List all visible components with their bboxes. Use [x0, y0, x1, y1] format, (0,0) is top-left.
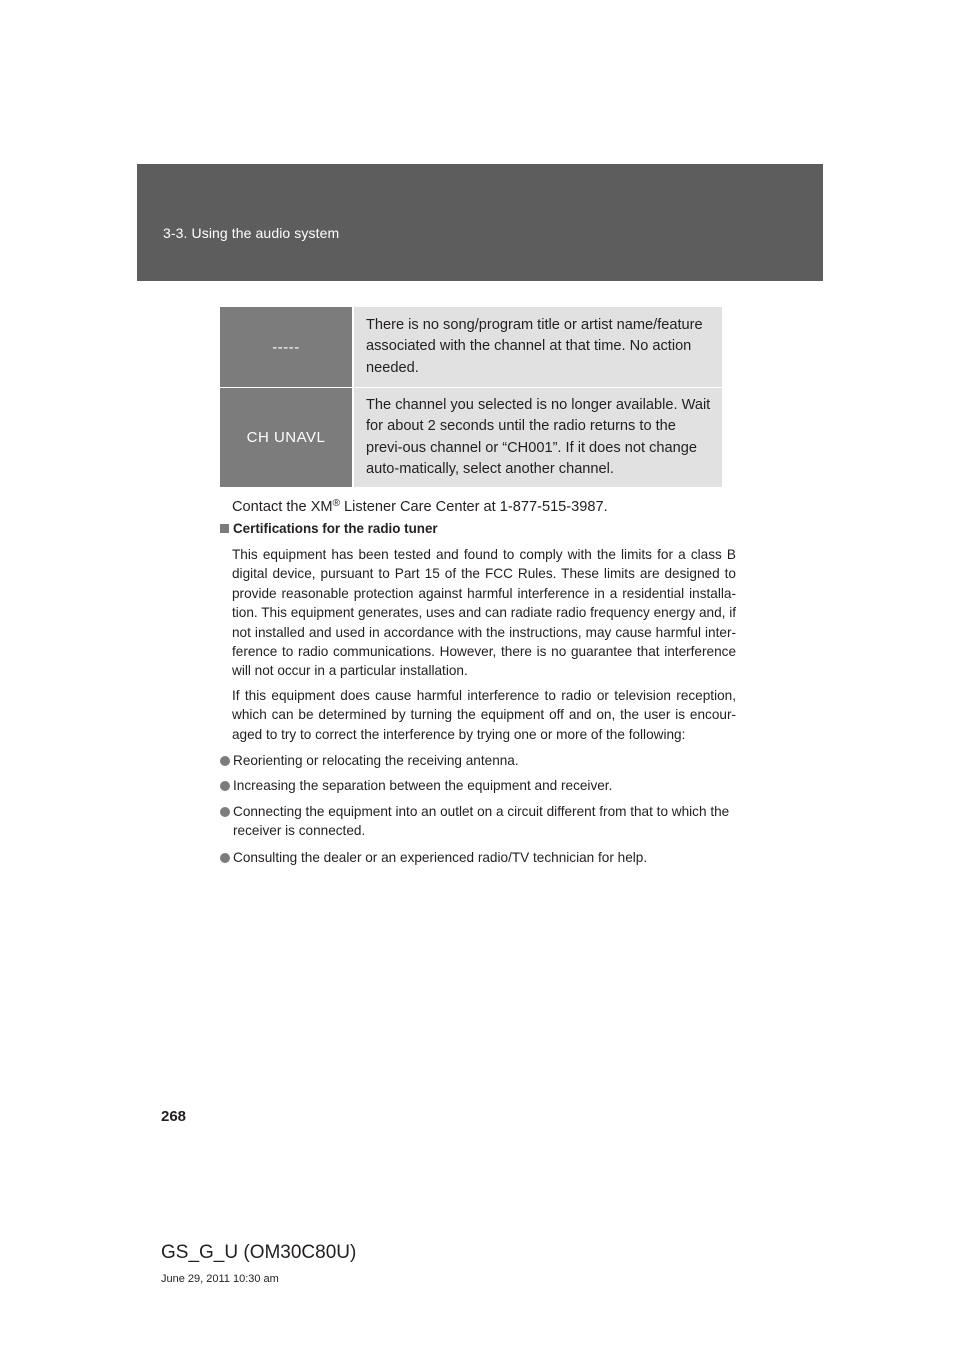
- list-item: [220, 776, 740, 795]
- document-date: June 29, 2011 10:30 am: [161, 1273, 279, 1285]
- list-item-text: Reorienting or relocating the receiving antenna.: [233, 753, 519, 768]
- document-code: GS_G_U (OM30C80U): [161, 1242, 357, 1263]
- round-bullet-icon: [220, 853, 230, 863]
- round-bullet-icon: [220, 781, 230, 791]
- list-item-text: Connecting the equipment into an outlet on a circuit different from that to which the receiver is connected.: [233, 804, 730, 839]
- paragraph-fcc-compliance: This equipment has been tested and found to comply with the limits for a class B digital device, pursuant to Part 15 of the FCC Rules. These limits are designed to provide reasonable protection against harmful interference in a residential installa-tion. This equipment generates, uses and can radiate radio frequency energy and, if not installed and used in accordance with the instructions, may cause harmful inter-ference to radio communications. However, there is no guarantee that interference will not occur in a particular installation.: [232, 547, 736, 679]
- list-item-text: Increasing the separation between the equipment and receiver.: [233, 778, 613, 793]
- table-row: [220, 388, 722, 488]
- contact-line: [232, 494, 736, 517]
- message-description: There is no song/program title or artist name/feature associated with the channel at that time. No action needed.: [353, 307, 722, 388]
- message-description: The channel you selected is no longer available. Wait for about 2 seconds until the radio returns to the previ-ous channel or “CH001”. If it does not change auto-matically, select another channel.: [353, 388, 722, 488]
- subheading-text: Certifications for the radio tuner: [233, 521, 438, 536]
- message-code: CH UNAVL: [220, 388, 353, 488]
- round-bullet-icon: [220, 756, 230, 766]
- section-subheading: [220, 521, 438, 536]
- table-row: [220, 307, 722, 388]
- list-item-text: Consulting the dealer or an experienced radio/TV technician for help.: [233, 850, 648, 865]
- page-number: 268: [161, 1108, 187, 1125]
- messages-table: [220, 307, 722, 487]
- contact-text-after: Listener Care Center at 1-877-515-3987.: [339, 499, 608, 515]
- paragraph-interference: If this equipment does cause harmful interference to radio or television reception, which can be determined by turning the equipment off and on, the user is encour-aged to try to correct the interference by trying one or more of the following:: [232, 688, 736, 742]
- list-item: [220, 751, 740, 770]
- list-item: [220, 802, 740, 841]
- header-band: [137, 164, 823, 281]
- square-bullet-icon: [220, 524, 229, 533]
- registered-mark: ®: [332, 498, 340, 509]
- list-item: [220, 848, 740, 867]
- round-bullet-icon: [220, 807, 230, 817]
- section-title: 3-3. Using the audio system: [163, 225, 340, 241]
- message-code: -----: [220, 307, 353, 388]
- contact-text-before: Contact the XM: [232, 499, 333, 515]
